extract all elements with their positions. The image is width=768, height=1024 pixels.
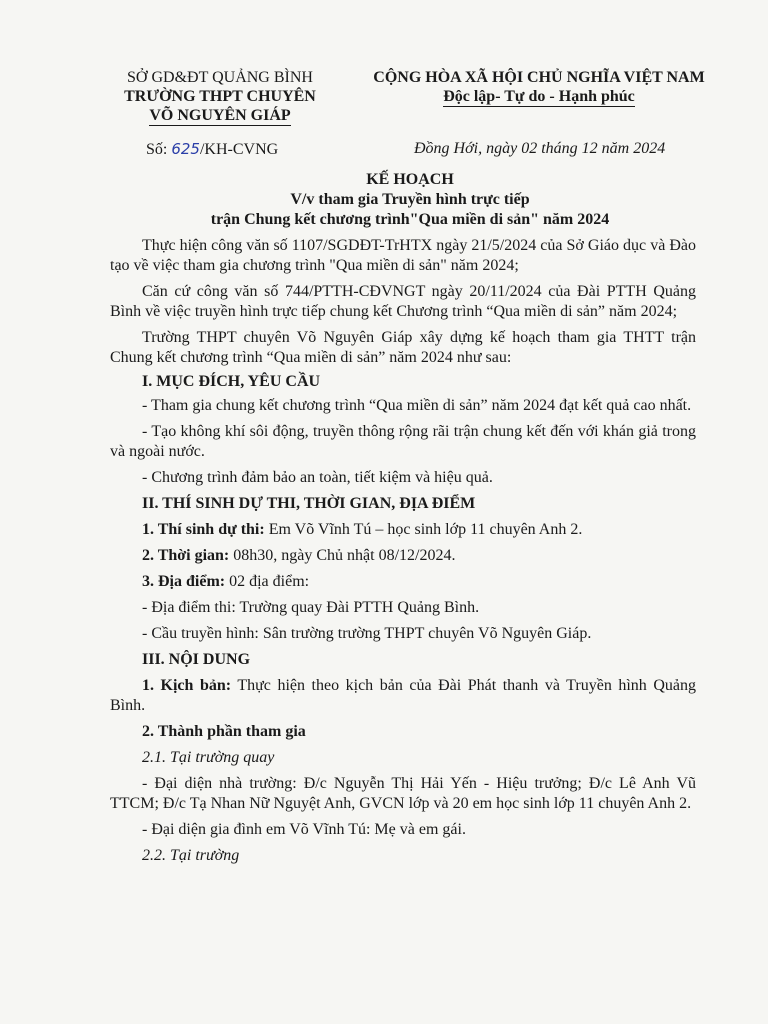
document-title: KẾ HOẠCH [366,171,454,188]
document-date: Đồng Hới, ngày 02 tháng 12 năm 2024 [414,140,666,157]
participants-heading: 2. Thành phần tham gia [142,723,306,740]
document-body [110,236,696,866]
national-title: CỘNG HÒA XÃ HỘI CHỦ NGHĨA VIỆT NAM [373,69,705,86]
document-subject-line2: trận Chung kết chương trình"Qua miền di sản" năm 2024 [210,211,610,228]
section-heading-contestant: II. THÍ SINH DỰ THI, THỜI GIAN, ĐỊA ĐIỂM [142,495,476,512]
national-header [352,68,726,107]
document-number-code: /KH-CVNG [199,141,279,158]
paragraph-intro: Trường THPT chuyên Võ Nguyên Giáp xây dựng kế hoạch tham gia THTT trận Chung kết chương trình “Qua miền di sản” năm 2024 như sau: [110,329,696,366]
location-broadcast-bridge: - Cầu truyền hình: Sân trường trường THPT chuyên Võ Nguyên Giáp. [142,625,592,642]
document-number [146,140,278,159]
issuer-department: SỞ GD&ĐT QUẢNG BÌNH [127,69,313,86]
paragraph-basis-1: Thực hiện công văn số 1107/SGDĐT-TrHTX ngày 21/5/2024 của Sở Giáo dục và Đào tạo về việc tham gia chương trình "Qua miền di sản" năm 2024; [110,237,696,274]
document-number-label: Số: [146,141,168,158]
document-subject-line1: V/v tham gia Truyền hình trực tiếp [290,191,530,208]
location-item [110,572,696,592]
script-label: 1. Kịch bản: [142,677,232,694]
location-venue: - Địa điểm thi: Trường quay Đài PTTH Quảng Bình. [142,599,480,616]
document-title-block [110,170,710,230]
issuer-header [110,68,330,126]
section-heading-content: III. NỘI DUNG [142,651,251,668]
purpose-item-3: - Chương trình đảm bảo an toàn, tiết kiệm và hiệu quả. [142,469,493,486]
time-item [110,546,696,566]
purpose-item-1: - Tham gia chung kết chương trình “Qua miền di sản” năm 2024 đạt kết quả cao nhất. [142,397,692,414]
time-label: 2. Thời gian: [142,547,230,564]
paragraph-basis-2: Căn cứ công văn số 744/PTTH-CĐVNGT ngày 20/11/2024 của Đài PTTH Quảng Bình về việc truyền hình trực tiếp chung kết Chương trình “Qua miền di sản” năm 2024; [110,283,696,320]
subsection-studio: 2.1. Tại trường quay [142,749,275,766]
subsection-school: 2.2. Tại trường [142,847,240,864]
document-number-handwritten: 625 [171,140,200,158]
location-text: 02 địa điểm: [225,573,310,590]
issuer-school-line2: VÕ NGUYÊN GIÁP [149,107,291,124]
contestant-item [110,520,696,540]
script-item [110,676,696,716]
script-text: Thực hiện theo kịch bản của Đài Phát thanh và Truyền hình Quảng Bình. [110,677,697,714]
national-motto: Độc lập- Tự do - Hạnh phúc [443,88,635,105]
purpose-item-2: - Tạo không khí sôi động, truyền thông rộng rãi trận chung kết đến với khán giả trong và ngoài nước. [110,423,696,460]
issuer-school-line1: TRƯỜNG THPT CHUYÊN [124,88,316,105]
studio-participants-family: - Đại diện gia đình em Võ Vĩnh Tú: Mẹ và em gái. [142,821,466,838]
section-heading-purpose: I. MỤC ĐÍCH, YÊU CẦU [142,373,321,390]
time-text: 08h30, ngày Chủ nhật 08/12/2024. [229,547,456,564]
studio-participants-school: - Đại diện nhà trường: Đ/c Nguyễn Thị Hải Yến - Hiệu trưởng; Đ/c Lê Anh Vũ TTCM; Đ/c Tạ Nhan Nữ Nguyệt Anh, GVCN lớp và 20 em học sinh lớp 11 chuyên Anh 2. [110,775,696,812]
contestant-text: Em Võ Vĩnh Tú – học sinh lớp 11 chuyên Anh 2. [264,521,583,538]
location-label: 3. Địa điểm: [142,573,226,590]
contestant-label: 1. Thí sinh dự thi: [142,521,265,538]
